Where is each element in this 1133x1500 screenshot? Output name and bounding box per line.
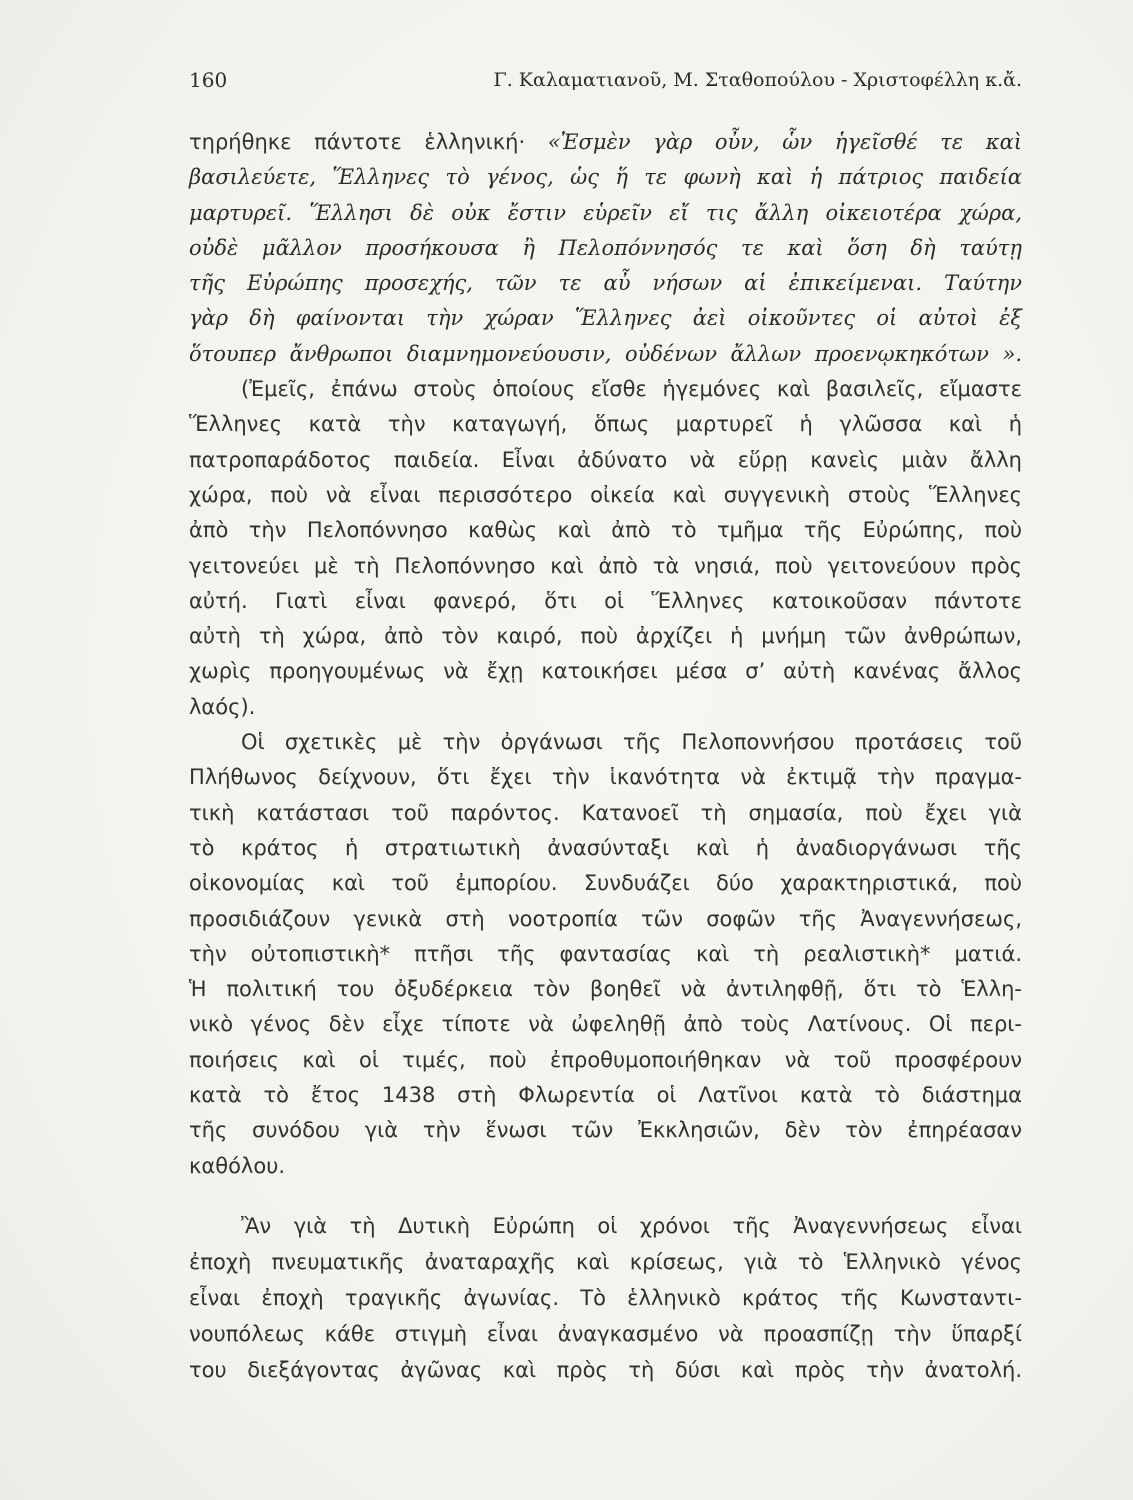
- modern-text: ἐποχὴ πνευματικῆς ἀναταραχῆς καὶ κρίσεως, γιὰ τὸ Ἑλληνικὸ γένος: [189, 1249, 1022, 1274]
- modern-text: νουπόλεως κάθε στιγμὴ εἶναι ἀναγκασμένο νὰ προασπίζῃ τὴν ὕπαρξί: [189, 1321, 1022, 1346]
- modern-text: προσιδιάζουν γενικὰ στὴ νοοτροπία τῶν σοφῶν τῆς Ἀναγεννήσεως,: [189, 906, 1022, 931]
- modern-text: Ἕλληνες κατὰ τὴν καταγωγή, ὅπως μαρτυρεῖ ἡ γλῶσσα καὶ ἡ: [189, 412, 1022, 437]
- text-line: [189, 1149, 1022, 1184]
- text-line: [189, 831, 1022, 866]
- text-line: [189, 549, 1022, 584]
- modern-text: Πλήθωνος δείχνουν, ὅτι ἔχει τὴν ἱκανότητα νὰ ἐκτιμᾷ τὴν πραγμα-: [189, 765, 1022, 790]
- page-number: 160: [189, 68, 228, 92]
- text-line: [189, 619, 1022, 654]
- modern-text: λαός).: [189, 694, 256, 719]
- text-line: [189, 1043, 1022, 1078]
- text-line: [189, 1316, 1022, 1352]
- text-line: [189, 266, 1022, 301]
- modern-text: πατροπαράδοτος παιδεία. Εἶναι ἀδύνατο νὰ εὕρῃ κανεὶς μιὰν ἄλλη: [189, 447, 1022, 472]
- running-header-title: Γ. Καλαματιανοῦ, Μ. Σταθοπούλου - Χριστοφέλλη κ.ἄ.: [493, 69, 1022, 91]
- modern-text: αὐτή. Γιατὶ εἶναι φανερό, ὅτι οἱ Ἕλληνες κατοικοῦσαν πάντοτε: [189, 588, 1022, 613]
- quoted-ancient-text: γὰρ δὴ φαίνονται τὴν χώραν Ἕλληνες ἀεὶ οἰκοῦντες οἱ αὐτοὶ ἐξ: [189, 306, 1022, 331]
- text-line: [189, 1208, 1022, 1244]
- modern-text: ποιήσεις καὶ οἱ τιμές, ποὺ ἐπροθυμοποιήθηκαν νὰ τοῦ προσφέρουν: [189, 1047, 1022, 1072]
- modern-text: τικὴ κατάστασι τοῦ παρόντος. Κατανοεῖ τὴ σημασία, ποὺ ἔχει γιὰ: [189, 800, 1022, 825]
- page-header: [189, 64, 1022, 96]
- paragraph: [189, 1208, 1022, 1388]
- modern-text: χωρὶς προηγουμένως νὰ ἔχῃ κατοικήσει μέσα σ’ αὐτὴ κανένας ἄλλος: [189, 659, 1022, 684]
- text-line: [189, 796, 1022, 831]
- text-line: [189, 760, 1022, 795]
- modern-text: Ἂν γιὰ τὴ Δυτικὴ Εὐρώπη οἱ χρόνοι τῆς Ἀναγεννήσεως εἶναι: [241, 1213, 1022, 1238]
- modern-text: αὐτὴ τὴ χώρα, ἀπὸ τὸν καιρό, ποὺ ἀρχίζει ἡ μνήμη τῶν ἀνθρώπων,: [189, 624, 1022, 649]
- text-line: [189, 725, 1022, 760]
- modern-text: τηρήθηκε πάντοτε ἑλληνική·: [189, 130, 526, 154]
- text-line: [189, 1078, 1022, 1113]
- text-line: [189, 125, 1022, 160]
- paragraph: [189, 372, 1022, 725]
- modern-text: εἶναι ἐποχὴ τραγικῆς ἀγωνίας. Τὸ ἑλληνικὸ κράτος τῆς Κωνσταντι-: [189, 1285, 1022, 1310]
- modern-text: (Ἐμεῖς, ἐπάνω στοὺς ὁποίους εἴσθε ἡγεμόνες καὶ βασιλεῖς, εἴμαστε: [241, 377, 1022, 402]
- text-line: [189, 160, 1022, 195]
- body-text: [189, 125, 1022, 1388]
- paragraph: [189, 125, 1022, 372]
- text-line: [189, 584, 1022, 619]
- text-line: [189, 690, 1022, 725]
- text-line: [189, 937, 1022, 972]
- quoted-ancient-text: ὅτουπερ ἄνθρωποι διαμνημονεύουσιν, οὐδένων ἄλλων προενῳκηκότων ».: [189, 341, 1022, 366]
- modern-text: καθόλου.: [189, 1153, 286, 1178]
- text-line: [189, 866, 1022, 901]
- quoted-ancient-text: οὐδὲ μᾶλλον προσήκουσα ἢ Πελοπόννησός τε καὶ ὅση δὴ ταύτῃ: [189, 235, 1022, 260]
- text-line: [189, 902, 1022, 937]
- text-line: [189, 1007, 1022, 1042]
- text-line: [189, 972, 1022, 1007]
- text-line: [189, 1352, 1022, 1388]
- modern-text: γειτονεύει μὲ τὴ Πελοπόννησο καὶ ἀπὸ τὰ νησιά, ποὺ γειτονεύουν πρὸς: [189, 553, 1022, 578]
- modern-text: ἀπὸ τὴν Πελοπόννησο καθὼς καὶ ἀπὸ τὸ τμῆμα τῆς Εὐρώπης, ποὺ: [189, 518, 1022, 543]
- text-line: [189, 407, 1022, 442]
- text-line: [189, 301, 1022, 336]
- text-line: [189, 1113, 1022, 1148]
- modern-text: χώρα, ποὺ νὰ εἶναι περισσότερο οἰκεία καὶ συγγενικὴ στοὺς Ἕλληνες: [189, 482, 1022, 507]
- paragraph: [189, 725, 1022, 1184]
- quoted-ancient-text: βασιλεύετε, Ἕλληνες τὸ γένος, ὡς ἥ τε φωνὴ καὶ ἡ πάτριος παιδεία: [189, 165, 1022, 190]
- text-line: [189, 231, 1022, 266]
- text-line: [189, 372, 1022, 407]
- text-line: [189, 196, 1022, 231]
- quoted-ancient-text: «Ἐσμὲν γὰρ οὖν, ὧν ἡγεῖσθέ τε καὶ: [547, 130, 1022, 154]
- text-line: [189, 478, 1022, 513]
- modern-text: του διεξάγοντας ἀγῶνας καὶ πρὸς τὴ δύσι καὶ πρὸς τὴν ἀνατολή.: [189, 1357, 1022, 1382]
- modern-text: νικὸ γένος δὲν εἶχε τίποτε νὰ ὠφεληθῇ ἀπὸ τοὺς Λατίνους. Οἱ περι-: [189, 1012, 1022, 1037]
- modern-text: τὴν οὐτοπιστικὴ* πτῆσι τῆς φαντασίας καὶ τὴ ρεαλιστικὴ* ματιά.: [189, 941, 1022, 966]
- modern-text: Ἡ πολιτική του ὀξυδέρκεια τὸν βοηθεῖ νὰ ἀντιληφθῇ, ὅτι τὸ Ἑλλη-: [189, 977, 1022, 1002]
- quoted-ancient-text: μαρτυρεῖ. Ἕλλησι δὲ οὐκ ἔστιν εὑρεῖν εἴ τις ἄλλη οἰκειοτέρα χώρα,: [189, 200, 1022, 225]
- quoted-ancient-text: τῆς Εὐρώπης προσεχής, τῶν τε αὖ νήσων αἱ ἐπικείμεναι. Ταύτην: [189, 271, 1022, 296]
- text-line: [189, 1244, 1022, 1280]
- text-line: [189, 337, 1022, 372]
- modern-text: Οἱ σχετικὲς μὲ τὴν ὀργάνωσι τῆς Πελοποννήσου προτάσεις τοῦ: [241, 730, 1022, 755]
- text-line: [189, 443, 1022, 478]
- text-line: [189, 654, 1022, 689]
- text-line: [189, 1280, 1022, 1316]
- modern-text: οἰκονομίας καὶ τοῦ ἐμπορίου. Συνδυάζει δύο χαρακτηριστικά, ποὺ: [189, 871, 1022, 896]
- modern-text: τὸ κράτος ἡ στρατιωτικὴ ἀνασύνταξι καὶ ἡ ἀναδιοργάνωσι τῆς: [189, 835, 1022, 860]
- text-line: [189, 513, 1022, 548]
- modern-text: τῆς συνόδου γιὰ τὴν ἕνωσι τῶν Ἐκκλησιῶν, δὲν τὸν ἐπηρέασαν: [189, 1118, 1022, 1143]
- modern-text: κατὰ τὸ ἔτος 1438 στὴ Φλωρεντία οἱ Λατῖνοι κατὰ τὸ διάστημα: [189, 1083, 1022, 1108]
